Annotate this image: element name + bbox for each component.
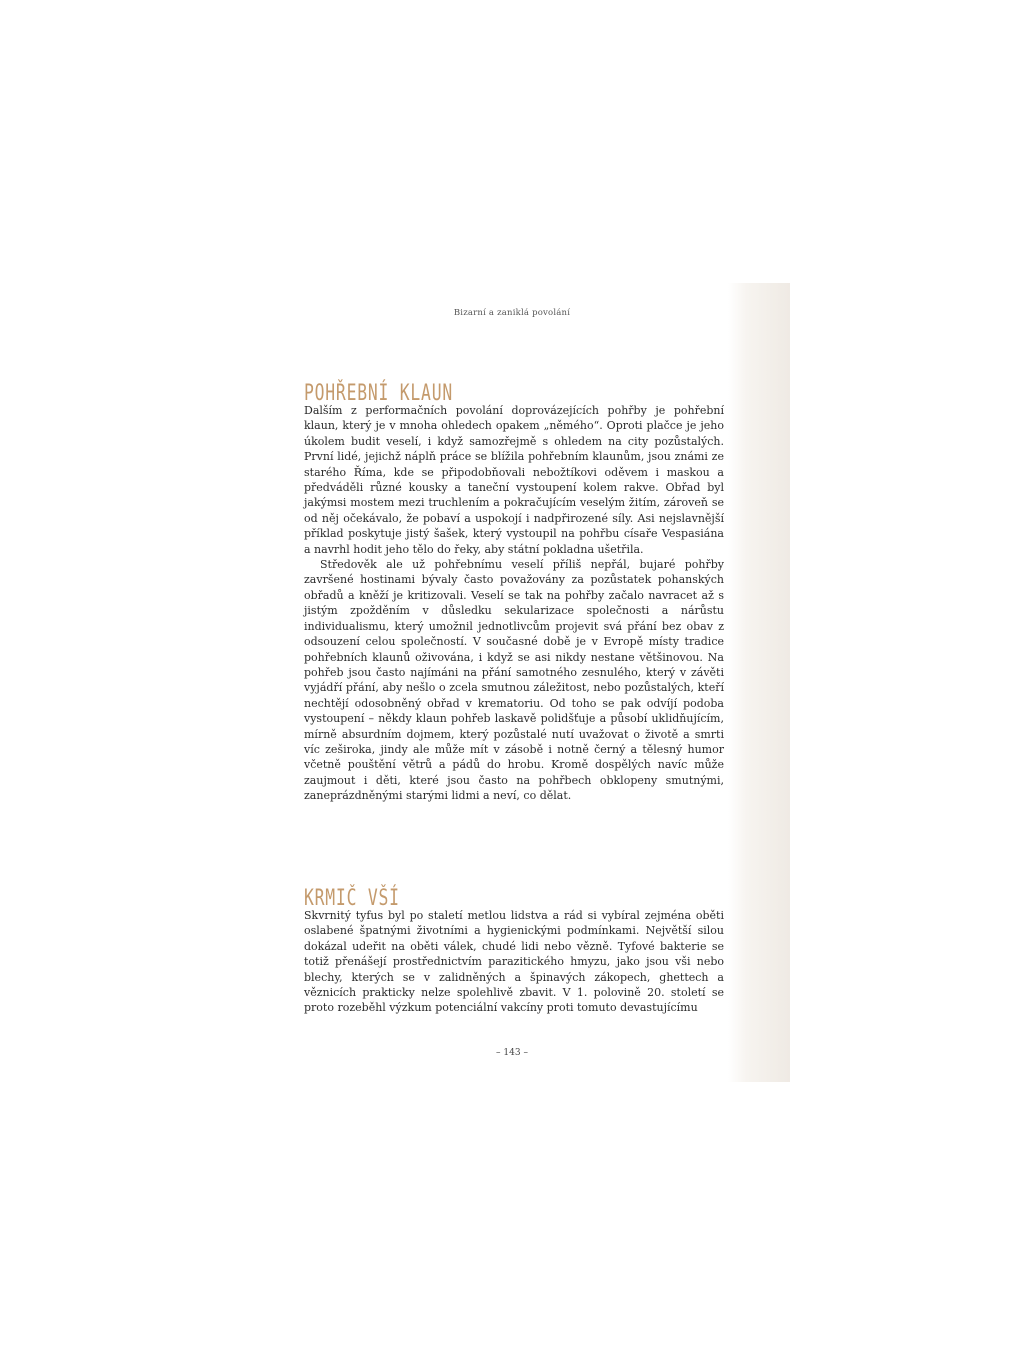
paragraph: Skvrnitý tyfus byl po staletí metlou lidstva a rád si vybíral zejména oběti oslabené špatnými životními a hygienickými podmínkami. Největší silou dokázal udeřit na oběti válek, chudé lidi nebo vězně. Tyfové bakterie se totiž přenášejí prostřednictvím parazitického hmyzu, jako jsou vši nebo blechy, kterých se v zalidněných a špinavých zákopech, ghettech a věznicích prakticky nelze spolehlivě zbavit. V 1. polovině 20. století se proto rozeběhl výzkum potenciální vakcíny proti tomuto devastujícímu — [304, 909, 724, 1015]
page-gutter-shadow — [728, 283, 790, 1082]
paragraph: Středověk ale už pohřebnímu veselí příliš nepřál, bujaré pohřby završené hostinami bývaly často považovány za pozůstatek pohanských obřadů a kněží je kritizovali. Veselí se tak na pohřby začalo navracet až s jistým zpožděním v důsledku sekularizace společnosti a nárůstu individualismu, který umožnil jednotlivcům projevit svá přání bez obav z odsouzení celou společností. V současné době je v Evropě místy tradice pohřebních klaunů oživována, i když se asi nikdy nestane většinovou. Na pohřeb jsou často najímáni na přání samotného zesnulého, který v závěti vyjádří přání, aby nešlo o zcela smutnou záležitost, nebo pozůstalých, kteří nechtějí odosobněný obřad v krematoriu. Od toho se pak odvíjí podoba vystoupení – někdy klaun pohřeb laskavě polidšťuje a působí uklidňujícím, mírně absurdním dojmem, který pozůstalé nutí uvažovat o životě a smrti víc zeširoka, jindy ale může mít v zásobě i notně černý a tělesný humor včetně pouštění větrů a pádů do hrobu. Kromě dospělých navíc může zaujmout i děti, které jsou často na pohřbech obklopeny smutnými, zaneprázdněnými starými lidmi a neví, co dělat. — [304, 558, 724, 803]
running-head: Bizarní a zaniklá povolání — [453, 308, 571, 318]
section-body-pohrebni-klaun — [304, 403, 724, 804]
section-title-pohrebni-klaun: POHŘEBNÍ KLAUN — [304, 380, 453, 406]
paragraph: Dalším z performačních povolání doprovázejících pohřby je pohřební klaun, který je v mnoha ohledech opakem „němého“. Oproti plačce je jeho úkolem budit veselí, i když samozřejmě s ohledem na city pozůstalých. První lidé, jejichž náplň práce se blížila pohřebním klaunům, jsou známi ze starého Říma, kde se připodobňovali nebožtíkovi oděvem i maskou a předváděli různé kousky a taneční vystoupení kolem rakve. Obřad byl jakýmsi mostem mezi truchlením a pokračujícím veselým žitím, zároveň se od něj očekávalo, že pobaví a uspokojí i nadpřirozené síly. Asi nejslavnější příklad poskytuje jistý šašek, který vystoupil na pohřbu císaře Vespasiána a navrhl hodit jeho tělo do řeky, aby státní pokladna ušetřila. — [304, 404, 724, 556]
page-number: – 143 – — [496, 1048, 528, 1058]
section-title-krmic-vsi: KRMIČ VŠÍ — [304, 885, 400, 911]
section-body-krmic-vsi — [304, 908, 724, 1016]
book-page — [234, 283, 790, 1082]
